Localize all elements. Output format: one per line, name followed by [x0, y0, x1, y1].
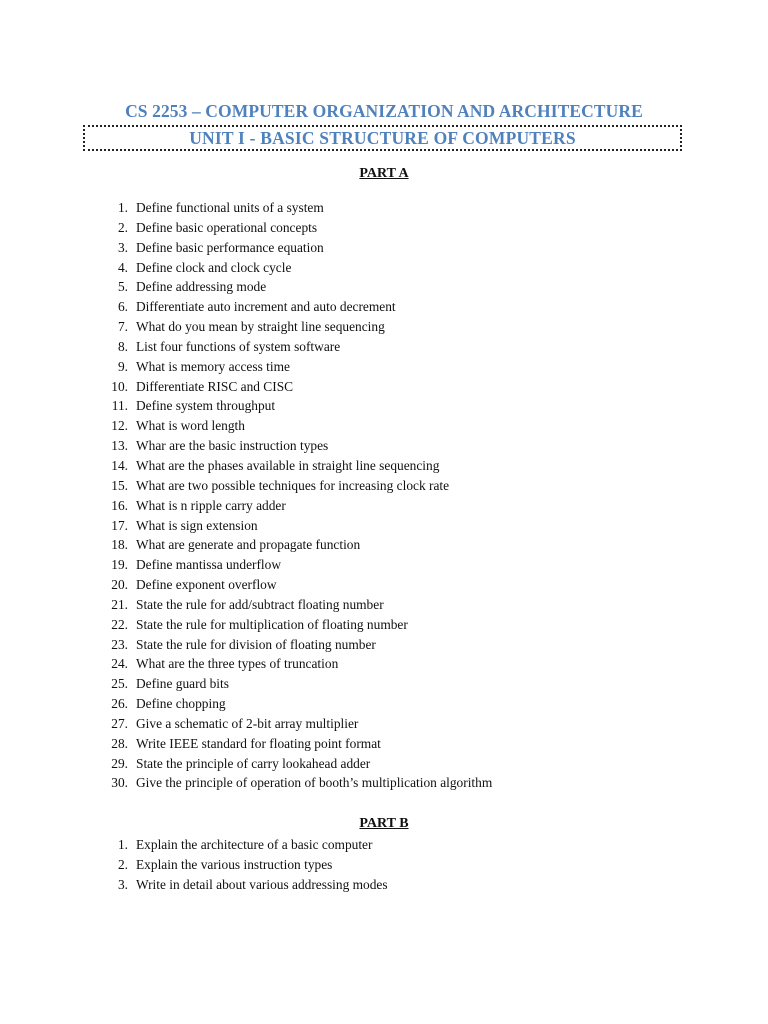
question-item: [0, 198, 700, 218]
question-number: 9.: [117, 358, 128, 374]
question-number: 14.: [111, 457, 128, 473]
question-number: 15.: [111, 477, 128, 493]
question-text: What is sign extension: [136, 517, 258, 533]
unit-title: UNIT I - BASIC STRUCTURE OF COMPUTERS: [189, 128, 576, 148]
question-item: [0, 674, 700, 694]
question-item: [0, 416, 700, 436]
question-number: 2.: [117, 219, 128, 235]
question-number: 30.: [111, 775, 128, 791]
part-b-question-list: [0, 835, 700, 895]
question-text: Define functional units of a system: [136, 200, 324, 215]
question-number: 12.: [111, 418, 128, 434]
question-text: What is memory access time: [136, 358, 290, 374]
question-text: Define exponent overflow: [136, 577, 277, 593]
question-number: 28.: [111, 735, 128, 751]
question-text: Define basic performance equation: [136, 239, 324, 255]
question-item: [0, 654, 700, 674]
question-item: [0, 875, 700, 895]
question-item: [0, 297, 700, 317]
question-text: Define clock and clock cycle: [136, 259, 292, 275]
question-item: [0, 754, 700, 774]
question-number: 10.: [111, 378, 128, 394]
question-item: [0, 714, 700, 734]
course-title: CS 2253 – COMPUTER ORGANIZATION AND ARCHITECTURE: [125, 101, 643, 121]
question-item: [0, 337, 700, 357]
question-number: 22.: [111, 616, 128, 632]
question-item: [0, 238, 700, 258]
question-text: Define basic operational concepts: [136, 219, 318, 235]
question-item: [0, 535, 700, 555]
question-number: 13.: [111, 438, 128, 454]
question-item: [0, 476, 700, 496]
question-number: 4.: [117, 259, 128, 275]
unit-title-box: [83, 125, 682, 151]
question-text: Write in detail about various addressing modes: [136, 876, 388, 892]
part-b-heading: PART B: [359, 816, 409, 831]
question-item: [0, 377, 700, 397]
question-item: [0, 595, 700, 615]
question-item: [0, 317, 700, 337]
question-number: 1.: [117, 837, 128, 852]
question-text: What are the three types of truncation: [136, 656, 339, 672]
question-number: 5.: [117, 279, 128, 295]
question-number: 1.: [117, 200, 128, 215]
question-item: [0, 734, 700, 754]
question-text: Write IEEE standard for floating point format: [136, 735, 381, 751]
question-number: 6.: [117, 299, 128, 315]
question-number: 29.: [111, 755, 128, 771]
question-item: [0, 773, 700, 793]
question-number: 18.: [111, 537, 128, 553]
question-text: Differentiate RISC and CISC: [136, 378, 294, 394]
part-a-question-list: [0, 198, 700, 793]
question-text: State the principle of carry lookahead adder: [136, 755, 371, 771]
question-text: Define mantissa underflow: [136, 557, 282, 573]
question-number: 24.: [111, 656, 128, 672]
question-item: [0, 456, 700, 476]
question-text: What do you mean by straight line sequencing: [136, 319, 385, 335]
question-number: 8.: [117, 338, 128, 354]
question-text: Whar are the basic instruction types: [136, 438, 329, 454]
question-number: 2.: [117, 856, 128, 872]
question-number: 25.: [111, 676, 128, 692]
question-text: What are two possible techniques for increasing clock rate: [136, 477, 450, 493]
question-number: 19.: [111, 557, 128, 573]
question-number: 27.: [111, 715, 128, 731]
question-text: Explain the various instruction types: [136, 856, 333, 872]
question-item: [0, 575, 700, 595]
question-item: [0, 516, 700, 536]
question-text: Give a schematic of 2-bit array multiplier: [136, 715, 359, 731]
question-text: Differentiate auto increment and auto decrement: [136, 299, 396, 315]
question-text: Define chopping: [136, 696, 226, 712]
question-item: [0, 694, 700, 714]
question-text: State the rule for multiplication of floating number: [136, 616, 408, 632]
question-item: [0, 396, 700, 416]
question-number: 7.: [117, 319, 128, 335]
question-number: 21.: [111, 596, 128, 612]
question-item: [0, 635, 700, 655]
question-text: What are the phases available in straight line sequencing: [136, 457, 440, 473]
question-text: State the rule for division of floating number: [136, 636, 376, 652]
question-text: Define guard bits: [136, 676, 229, 692]
question-number: 26.: [111, 696, 128, 712]
question-number: 20.: [111, 577, 128, 593]
question-text: What is word length: [136, 418, 245, 434]
question-item: [0, 855, 700, 875]
question-number: 11.: [111, 398, 128, 414]
question-text: Explain the architecture of a basic computer: [136, 837, 373, 852]
question-number: 17.: [111, 517, 128, 533]
question-item: [0, 277, 700, 297]
question-number: 3.: [117, 876, 128, 892]
question-text: What are generate and propagate function: [136, 537, 361, 553]
question-text: Define system throughput: [136, 398, 276, 414]
question-text: Give the principle of operation of booth’s multiplication algorithm: [136, 775, 493, 791]
question-text: State the rule for add/subtract floating number: [136, 596, 384, 612]
question-number: 16.: [111, 497, 128, 513]
part-a-heading: PART A: [359, 166, 409, 181]
question-item: [0, 835, 700, 855]
question-item: [0, 555, 700, 575]
question-item: [0, 496, 700, 516]
question-number: 3.: [117, 239, 128, 255]
question-item: [0, 436, 700, 456]
question-text: List four functions of system software: [136, 338, 341, 354]
question-item: [0, 357, 700, 377]
question-item: [0, 258, 700, 278]
question-item: [0, 615, 700, 635]
question-number: 23.: [111, 636, 128, 652]
question-text: Define addressing mode: [136, 279, 267, 295]
question-item: [0, 218, 700, 238]
question-text: What is n ripple carry adder: [136, 497, 286, 513]
